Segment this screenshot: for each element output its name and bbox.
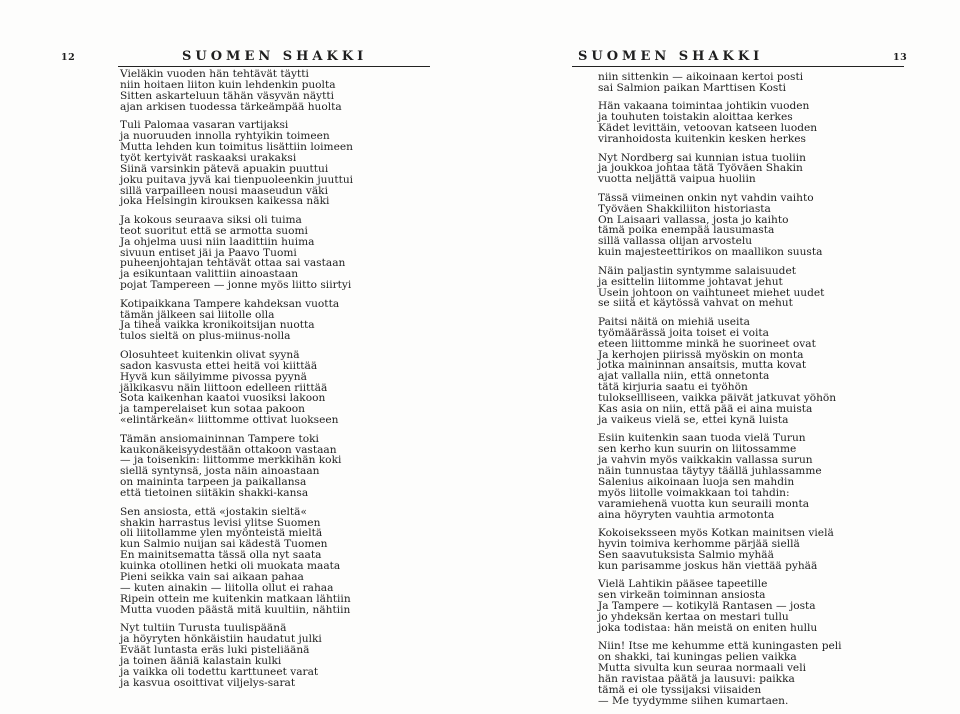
verse-line: Olosuhteet kuitenkin olivat syynä <box>120 348 300 361</box>
stanza <box>598 266 842 310</box>
verse-line: Ripein ottein me kuitenkin matkaan lähtiin <box>120 592 351 605</box>
stanza <box>120 69 353 113</box>
verse-line: on shakki, tai kuningas pelien vaikka <box>598 651 797 664</box>
verse-line: ja vaikeus vielä se, ettei kynä luista <box>598 413 789 426</box>
verse-line: varamiehenä vuotta kun seuraili monta <box>598 497 810 510</box>
verse-line: sillä varpailleen nousi maaseudun väki <box>120 184 328 197</box>
verse-line: — kuten ainakin — liitolla ollut ei rahaa <box>120 581 334 594</box>
verse-line: ja kasvua osoittivat viljelys-sarat <box>120 676 296 689</box>
verse-line: kun Salmio nuijan sai kädestä Tuomen <box>120 538 328 551</box>
verse-line: tämä poika enempää lausumasta <box>598 224 775 237</box>
verse-line: Sen ansiosta, että «jostakin sieltä« <box>120 505 307 518</box>
verse-line: Niin! Itse me kehumme että kuningasten peli <box>598 640 842 653</box>
verse-line: ja tamperelaiset kun sotaa pakoon <box>120 403 305 416</box>
stanza <box>598 153 842 186</box>
verse-line: Paitsi näitä on miehiä useita <box>598 315 750 328</box>
verse-line: Vieläkin vuoden hän tehtävät täytti <box>120 68 309 80</box>
verse-line: ja touhuten toistakin aloittaa kerkes <box>598 111 793 124</box>
poem-column <box>120 69 353 696</box>
verse-line: Mutta lehden kun toimitus lisättiin loimeen <box>120 140 353 153</box>
verse-line: kuin majesteettirikos on maallikon suusta <box>598 246 823 259</box>
verse-line: Ja tiheä vaikka kronikoitsijan nuotta <box>120 319 315 332</box>
verse-line: Eväät luntasta eräs luki pisteliäänä <box>120 643 310 656</box>
verse-line: Pieni seikka vain sai aikaan pahaa <box>120 570 304 583</box>
stanza <box>598 72 842 94</box>
verse-line: aina höyryten vauhtia armotonta <box>598 508 775 521</box>
verse-line: kun parisamme joskus hän viettää pyhää <box>598 559 818 572</box>
verse-line: — Me tyydymme siihen kumartaen. <box>598 694 789 707</box>
verse-line: jotka maininnan ansaitsis, mutta kovat <box>598 359 807 372</box>
verse-line: oli liitollamme ylen myönteistä mieltä <box>120 527 323 540</box>
stanza <box>120 299 353 343</box>
verse-line: ja höyryten hönkäistiin haudatut julki <box>120 633 322 646</box>
page-number: 12 <box>61 52 76 63</box>
verse-line: kuinka otollinen hetki oli muokata maata <box>120 560 341 573</box>
verse-line: Hän vakaana toimintaa johtikin vuoden <box>598 100 810 113</box>
verse-line: sivuun entiset jäi ja Paavo Tuomi <box>120 246 297 259</box>
verse-line: Ja Tampere — kotikylä Rantasen — josta <box>598 600 816 613</box>
stanza <box>598 433 842 520</box>
verse-line: Mutta vuoden päästä mitä kuultiin, nähtiin <box>120 603 351 616</box>
verse-line: Nyt Nordberg sai kunnian istua tuoliin <box>598 151 806 164</box>
stanza <box>598 528 842 572</box>
verse-line: kaukonäkeisyydestään ottakoon vastaan <box>120 443 337 456</box>
verse-line: Sota kaikenhan kaatoi vuosiksi lakoon <box>120 392 326 405</box>
verse-line: teot suoritut että se armotta suomi <box>120 224 308 237</box>
verse-line: Sen saavutuksista Salmio myhää <box>598 548 774 561</box>
verse-line: Nyt tultiin Turusta tuulispäänä <box>120 622 287 635</box>
verse-line: Siinä varsinkin pätevä apuakin puuttui <box>120 162 329 175</box>
verse-line: Tämän ansiomaininnan Tampere toki <box>120 432 319 445</box>
verse-line: Tuli Palomaa vasaran vartijaksi <box>120 119 289 132</box>
header-rule <box>572 66 904 67</box>
page-number: 13 <box>893 52 908 63</box>
verse-line: Kokoiseksseen myös Kotkan mainitsen vielä <box>598 527 834 540</box>
verse-line: Hyvä kun säilyimme pivossa pyynä <box>120 370 307 383</box>
stanza <box>598 579 842 633</box>
poem-column <box>598 72 842 714</box>
verse-line: Työväen Shakkiliiton historiasta <box>598 202 771 215</box>
verse-line: ja toinen ääniä kalastain kulki <box>120 654 282 667</box>
verse-line: shakin harrastus levisi ylitse Suomen <box>120 516 321 529</box>
verse-line: tätä kirjuria saatu ei työhön <box>598 381 748 394</box>
verse-line: Ja kerhojen piirissä myöskin on monta <box>598 348 804 361</box>
verse-line: että tietoinen siitäkin shakki-kansa <box>120 487 309 500</box>
verse-line: Kas asia on niin, että pää ei aina muista <box>598 403 813 416</box>
verse-line: On Laisaari vallassa, josta jo kaihto <box>598 213 789 226</box>
verse-line: työt kertyivät raskaaksi urakaksi <box>120 151 297 164</box>
verse-line: vuotta neljättä vaipua huoliin <box>598 173 756 186</box>
verse-line: «elintärkeän« liittomme ottivat luokseen <box>120 414 339 427</box>
stanza <box>598 193 842 258</box>
running-head: SUOMEN SHAKKI <box>182 49 368 64</box>
verse-line: Esiin kuitenkin saan tuoda vielä Turun <box>598 432 806 445</box>
verse-line: viranhoidosta kuitenkin kesken herkes <box>598 133 806 146</box>
verse-line: myös liitolle voimakkaan toi tahdin: <box>598 486 790 499</box>
verse-line: ja esikuntaan valittiin ainoastaan <box>120 268 299 281</box>
verse-line: En mainitsematta tässä olla nyt saata <box>120 549 322 562</box>
verse-line: eteen liittomme minkä he suorineet ovat <box>598 337 816 350</box>
stanza <box>598 317 842 426</box>
verse-line: sen virkeän toiminnan ansiosta <box>598 589 766 602</box>
stanza <box>120 623 353 688</box>
verse-line: Ja ohjelma uusi niin laadittiin huima <box>120 235 315 248</box>
stanza <box>598 641 842 706</box>
verse-line: se siitä et käytössä vahvat on mehut <box>598 297 793 310</box>
verse-line: tulos sieltä on plus-miinus-nolla <box>120 330 291 343</box>
verse-line: ja vaikka oli todettu karttuneet varat <box>120 665 319 678</box>
verse-line: ja esittelin liitomme johtavat jehut <box>598 275 783 288</box>
verse-line: ja joukkoa johtaa tätä Työväen Shakin <box>598 162 803 175</box>
verse-line: puheenjohtajan tehtävät ottaa sai vastaan <box>120 257 346 270</box>
verse-line: sen kerho kun suurin on liitossamme <box>598 443 797 456</box>
verse-line: sadon kasvusta ettei heitä voi kiittää <box>120 359 318 372</box>
verse-line: tämän jälkeen sai liitolle olla <box>120 308 275 321</box>
verse-line: joka Helsingin kirouksen kaikessa näki <box>120 195 330 208</box>
verse-line: näin tunnustaa täytyy täällä juhlassamme <box>598 465 822 478</box>
verse-line: ajat vallalla niin, että onnetonta <box>598 370 770 383</box>
verse-line: Tässä viimeinen onkin nyt vahdin vaihto <box>598 191 814 204</box>
header-rule <box>118 66 430 67</box>
verse-line: sai Salmion paikan Marttisen Kosti <box>598 81 786 94</box>
verse-line: Mutta sivulta kun seuraa normaali veli <box>598 662 806 675</box>
verse-line: niin hoitaen liiton kuin lehdenkin puolta <box>120 78 336 91</box>
verse-line: ja vahvin myös vaikkakin vallassa surun <box>598 454 813 467</box>
verse-line: työmäärässä joita toiset ei voita <box>598 326 769 339</box>
verse-line: Usein johtoon on vaihtuneet miehet uudet <box>598 286 825 299</box>
stanza <box>120 350 353 426</box>
verse-line: Näin paljastin syntymme salaisuudet <box>598 264 796 277</box>
verse-line: hän ravistaa päätä ja lausuvi: paikka <box>598 672 795 685</box>
verse-line: Vielä Lahtikin pääsee tapeetille <box>598 578 768 591</box>
stanza <box>120 507 353 616</box>
verse-line: tämä ei ole tyssijaksi viisaiden <box>598 683 762 696</box>
verse-line: jo yhdeksän kertaa on mestari tullu <box>598 610 789 623</box>
verse-line: joku puitava jyvä kai tienpuoleenkin juuttui <box>120 173 354 186</box>
verse-line: Ja kokous seuraava siksi oli tuima <box>120 213 302 226</box>
verse-line: hyvin toimiva kerhomme pärjää siellä <box>598 538 800 550</box>
right-page <box>480 0 960 707</box>
verse-line: siellä syntynsä, josta näin ainoastaan <box>120 465 320 478</box>
verse-line: Kotipaikkana Tampere kahdeksan vuotta <box>120 297 340 310</box>
verse-line: jälkikasvu näin liittoon edelleen riittää <box>120 381 328 394</box>
verse-line: niin sittenkin — aikoinaan kertoi posti <box>598 71 804 83</box>
stanza <box>120 215 353 291</box>
verse-line: Salenius aikoinaan luoja sen mahdin <box>598 475 795 488</box>
verse-line: ajan arkisen tuodessa tärkeämpää huolta <box>120 100 342 113</box>
stanza <box>120 120 353 207</box>
left-page <box>0 0 480 700</box>
verse-line: Kädet levittäin, vetoovan katseen luoden <box>598 122 818 135</box>
verse-line: ja nuoruuden innolla ryhtyikin toimeen <box>120 130 330 143</box>
verse-line: sillä vallassa olijan arvostelu <box>598 235 753 248</box>
stanza <box>598 101 842 145</box>
verse-line: — ja toisenkin: liittomme merkkihän koki <box>120 454 342 467</box>
verse-line: tuloksellliseen, vaikka päivät jatkuvat yöhön <box>598 392 837 405</box>
verse-line: joka todistaa: hän meistä on eniten hullu <box>598 621 818 634</box>
stanza <box>120 434 353 499</box>
verse-line: on maininta tarpeen ja paikallansa <box>120 476 307 489</box>
verse-line: Sitten askarteluun tähän väsyvän näytti <box>120 89 335 102</box>
running-head: SUOMEN SHAKKI <box>578 49 764 64</box>
verse-line: pojat Tampereen — jonne myös liitto siirtyi <box>120 279 352 292</box>
